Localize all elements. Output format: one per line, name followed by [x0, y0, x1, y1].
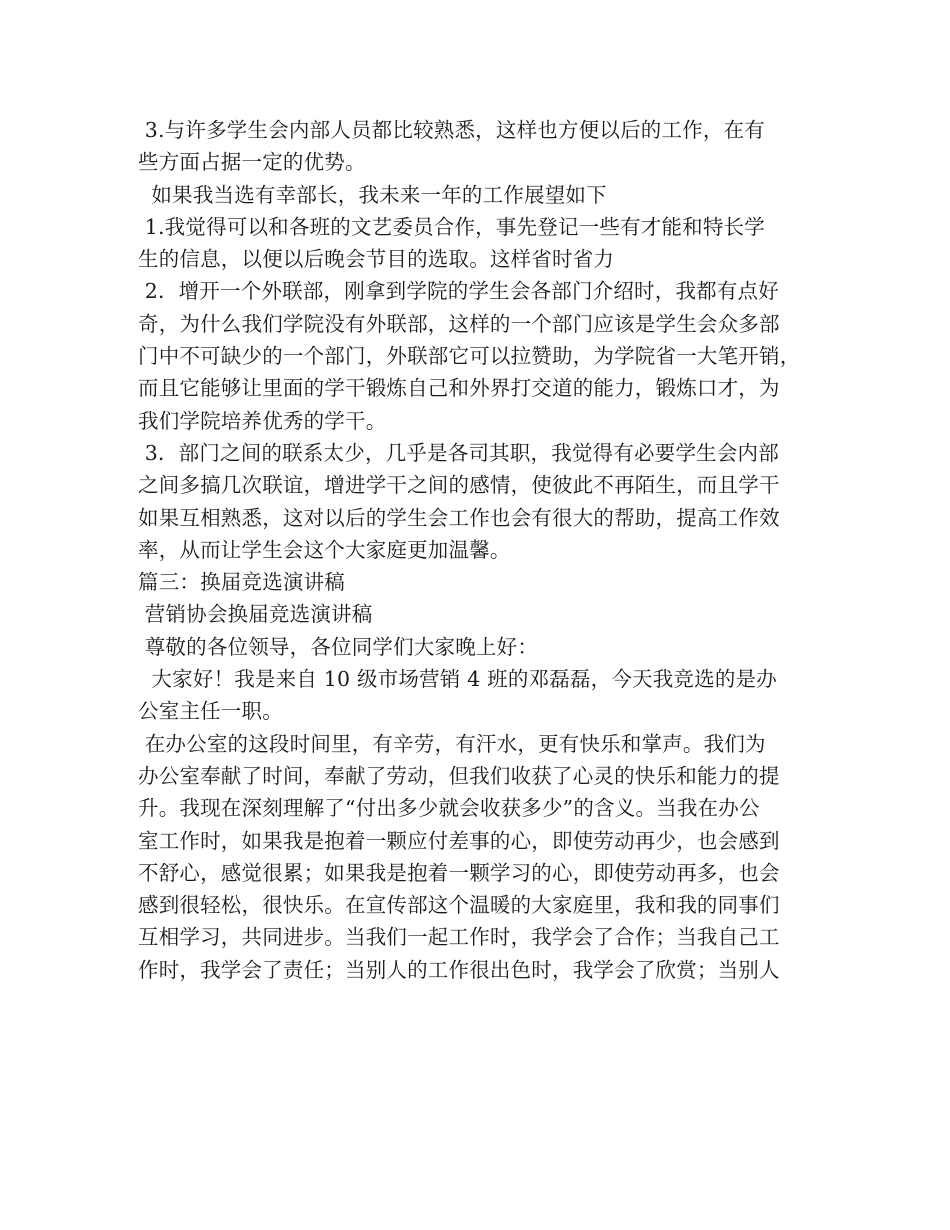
text-line: 如果互相熟悉，这对以后的学生会工作也会有很大的帮助，提高工作效 — [138, 505, 780, 530]
text-line: 些方面占据一定的优势。 — [138, 150, 366, 175]
text-line: 感到很轻松，很快乐。在宣传部这个温暖的大家庭里，我和我的同事们 — [138, 893, 780, 918]
document-body — [138, 114, 818, 986]
text-line: 互相学习，共同进步。当我们一起工作时，我学会了合作；当我自己工 — [138, 925, 780, 950]
salutation: 尊敬的各位领导，各位同学们大家晚上好： — [138, 634, 539, 659]
speech-title: 营销协会换届竞选演讲稿 — [138, 602, 373, 627]
text-line: 3．部门之间的联系太少，几乎是各司其职，我觉得有必要学生会内部 — [138, 440, 779, 465]
text-line: 大家好！我是来自 10 级市场营销 4 班的邓磊磊，今天我竞选的是办 — [138, 667, 777, 692]
text-line: 办公室奉献了时间，奉献了劳动，但我们收获了心灵的快乐和能力的提 — [138, 763, 780, 788]
text-line: 不舒心，感觉很累；如果我是抱着一颗学习的心，即使劳动再多，也会 — [138, 860, 780, 885]
text-line: 升。我现在深刻理解了“付出多少就会收获多少”的含义。当我在办公 — [138, 796, 760, 821]
text-line: 之间多搞几次联谊，增进学干之间的感情，使彼此不再陌生，而且学干 — [138, 473, 780, 498]
text-line: 3.与许多学生会内部人员都比较熟悉，这样也方便以后的工作，在有 — [138, 118, 765, 142]
text-line: 在办公室的这段时间里，有辛劳，有汗水，更有快乐和掌声。我们为 — [138, 731, 766, 756]
text-line: 我们学院培养优秀的学干。 — [138, 408, 387, 433]
text-line: 公室主任一职。 — [138, 699, 283, 724]
text-line: 如果我当选有幸部长，我未来一年的工作展望如下 — [138, 182, 607, 207]
text-line: 作时，我学会了责任；当别人的工作很出色时，我学会了欣赏；当别人 — [138, 957, 780, 982]
section-heading: 篇三：换届竞选演讲稿 — [138, 570, 345, 595]
text-line: 2．增开一个外联部，刚拿到学院的学生会各部门介绍时，我都有点好 — [138, 279, 779, 304]
text-line: 室工作时，如果我是抱着一颗应付差事的心，即使劳动再少，也会感到 — [138, 828, 780, 853]
text-line: 生的信息，以便以后晚会节目的选取。这样省时省力 — [138, 247, 615, 272]
text-line: 率，从而让学生会这个大家庭更加温馨。 — [138, 537, 511, 562]
text-line: 而且它能够让里面的学干锻炼自己和外界打交道的能力，锻炼口才，为 — [138, 376, 780, 401]
text-line: 1.我觉得可以和各班的文艺委员合作，事先登记一些有才能和特长学 — [138, 214, 765, 239]
text-line: 门中不可缺少的一个部门，外联部它可以拉赞助，为学院省一大笔开销， — [138, 344, 801, 369]
text-line: 奇，为什么我们学院没有外联部，这样的一个部门应该是学生会众多部 — [138, 311, 780, 336]
